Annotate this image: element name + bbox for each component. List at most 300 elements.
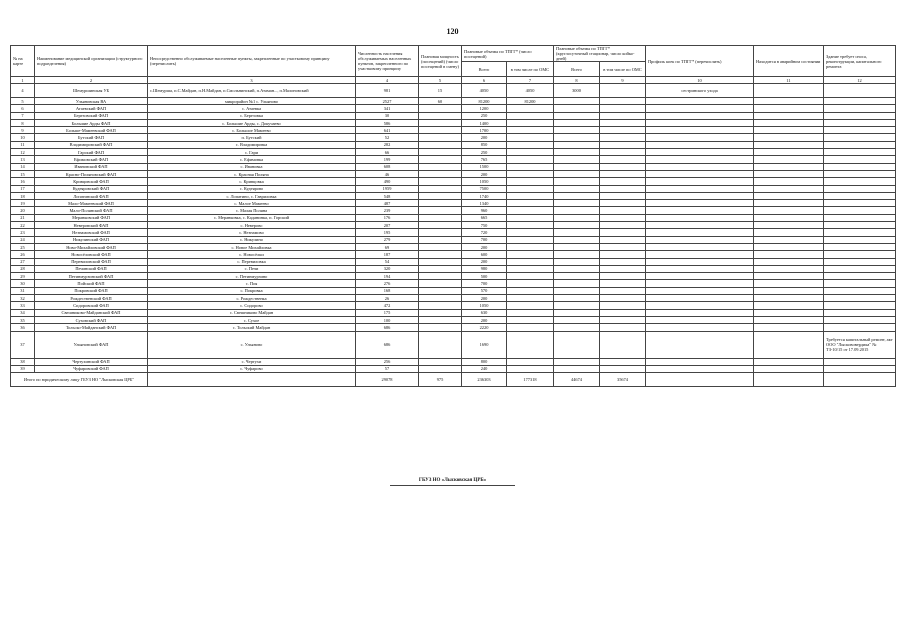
bed-profile (646, 119, 754, 126)
visits-oms: 4050 (507, 84, 554, 98)
planned-capacity (419, 273, 462, 280)
bed-days-total (554, 200, 600, 207)
table-row (11, 309, 896, 316)
population: 54 (356, 258, 419, 265)
planned-capacity (419, 295, 462, 302)
planned-capacity (419, 302, 462, 309)
header-col-2: Наименование медицинской организации (структурного подразделения) (35, 46, 148, 77)
row-number: 19 (11, 200, 35, 207)
bed-profile (646, 358, 754, 365)
row-number: 18 (11, 192, 35, 199)
row-number: 5 (11, 98, 35, 105)
bed-days-oms (600, 273, 646, 280)
header-col-9: в том числе по ОМС (600, 62, 646, 77)
visits-total: 700 (462, 280, 507, 287)
bed-days-oms (600, 265, 646, 272)
planned-capacity: 15 (419, 84, 462, 98)
facility-name: Ефимовский ФАП (35, 156, 148, 163)
repair-needs (824, 192, 896, 199)
bed-days-total (554, 105, 600, 112)
emergency-state (754, 149, 824, 156)
bed-days-total (554, 163, 600, 170)
visits-oms (507, 331, 554, 358)
visits-total: 980 (462, 265, 507, 272)
visits-total: 1500 (462, 163, 507, 170)
table-row (11, 127, 896, 134)
emergency-state (754, 156, 824, 163)
served-settlements: с. Большое Мамеево (148, 127, 356, 134)
population: 1959 (356, 185, 419, 192)
column-number: 2 (35, 77, 148, 84)
row-number: 27 (11, 258, 35, 265)
planned-capacity (419, 185, 462, 192)
emergency-state (754, 207, 824, 214)
planned-capacity (419, 127, 462, 134)
bed-days-total (554, 141, 600, 148)
row-number: 17 (11, 185, 35, 192)
served-settlements: с. Новосёлки (148, 251, 356, 258)
facility-name: Владимировский ФАП (35, 141, 148, 148)
visits-oms (507, 119, 554, 126)
repair-needs (824, 200, 896, 207)
row-number: 10 (11, 134, 35, 141)
bed-days-total: 3000 (554, 84, 600, 98)
bed-profile (646, 251, 754, 258)
bed-profile (646, 200, 754, 207)
bed-days-total (554, 170, 600, 177)
bed-days-total (554, 358, 600, 365)
bed-days-oms (600, 207, 646, 214)
bed-profile (646, 141, 754, 148)
facility-name: Неверовский ФАП (35, 222, 148, 229)
emergency-state (754, 222, 824, 229)
bed-days-oms (600, 170, 646, 177)
bed-days-oms (600, 316, 646, 323)
totals-empty (824, 373, 896, 387)
emergency-state (754, 309, 824, 316)
served-settlements: с. Чуфарово (148, 365, 356, 372)
column-number-row (11, 77, 896, 84)
emergency-state (754, 98, 824, 105)
totals-capacity: 975 (419, 373, 462, 387)
bed-days-total (554, 236, 600, 243)
bed-profile (646, 324, 754, 331)
facility-name: Кудеяровский ФАП (35, 185, 148, 192)
population: 686 (356, 331, 419, 358)
bed-profile (646, 163, 754, 170)
visits-oms (507, 316, 554, 323)
repair-needs (824, 236, 896, 243)
table-row (11, 98, 896, 105)
row-number: 16 (11, 178, 35, 185)
planned-capacity (419, 358, 462, 365)
visits-total: 200 (462, 258, 507, 265)
served-settlements: п. Бутский (148, 134, 356, 141)
visits-total: 1050 (462, 178, 507, 185)
served-settlements: с. Березовка (148, 112, 356, 119)
emergency-state (754, 236, 824, 243)
table-row (11, 243, 896, 250)
bed-days-oms (600, 163, 646, 170)
column-number: 11 (754, 77, 824, 84)
population: 69 (356, 243, 419, 250)
table-row (11, 280, 896, 287)
repair-needs (824, 163, 896, 170)
planned-capacity (419, 324, 462, 331)
visits-oms (507, 170, 554, 177)
totals-label: Итого по юридическому лицу ГБУЗ НО "Лысковская ЦРБ" (11, 373, 148, 387)
bed-days-total (554, 185, 600, 192)
planned-capacity (419, 170, 462, 177)
visits-total: 250 (462, 112, 507, 119)
repair-needs (824, 243, 896, 250)
population: 686 (356, 324, 419, 331)
served-settlements: с. Никулино (148, 236, 356, 243)
bed-days-oms (600, 236, 646, 243)
facility-name: Тольско-Майданский ФАП (35, 324, 148, 331)
visits-oms (507, 207, 554, 214)
bed-days-oms (600, 280, 646, 287)
visits-oms (507, 229, 554, 236)
planned-capacity (419, 149, 462, 156)
header-col-11: Находится в аварийном состоянии (754, 46, 824, 77)
table-row (11, 358, 896, 365)
table-row (11, 105, 896, 112)
table-row (11, 163, 896, 170)
served-settlements: микрорайон №1 с. Ульяново (148, 98, 356, 105)
totals-visits-oms: 177318 (507, 373, 554, 387)
footer-rule (390, 485, 515, 486)
repair-needs (824, 222, 896, 229)
served-settlements: с. Свешниково Майдан (148, 309, 356, 316)
bed-profile (646, 185, 754, 192)
planned-capacity (419, 178, 462, 185)
column-number: 5 (419, 77, 462, 84)
served-settlements: с. Кривцовка (148, 178, 356, 185)
visits-total: 1200 (462, 105, 507, 112)
table-row (11, 84, 896, 98)
emergency-state (754, 134, 824, 141)
repair-needs (824, 251, 896, 258)
table-row (11, 141, 896, 148)
row-number: 35 (11, 316, 35, 323)
visits-oms (507, 295, 554, 302)
facility-name: Печинский ФАП (35, 265, 148, 272)
emergency-state (754, 119, 824, 126)
row-number: 26 (11, 251, 35, 258)
visits-total: 1400 (462, 119, 507, 126)
planned-capacity (419, 236, 462, 243)
bed-profile (646, 258, 754, 265)
repair-needs (824, 365, 896, 372)
facility-name: Никулинский ФАП (35, 236, 148, 243)
facility-name: Мало-Полянский ФАП (35, 207, 148, 214)
bed-days-oms (600, 287, 646, 294)
bed-days-oms (600, 84, 646, 98)
visits-total: 720 (462, 229, 507, 236)
repair-needs (824, 156, 896, 163)
visits-oms (507, 302, 554, 309)
row-number: 23 (11, 229, 35, 236)
facility-name: Большие Арды ФАП (35, 119, 148, 126)
bed-days-total (554, 156, 600, 163)
bed-days-oms (600, 229, 646, 236)
visits-oms (507, 258, 554, 265)
planned-capacity: 60 (419, 98, 462, 105)
bed-days-oms (600, 358, 646, 365)
visits-oms (507, 236, 554, 243)
facility-name: Меранковский ФАП (35, 214, 148, 221)
bed-days-total (554, 119, 600, 126)
bed-days-oms (600, 105, 646, 112)
table-row (11, 302, 896, 309)
visits-oms (507, 192, 554, 199)
totals-empty (646, 373, 754, 387)
repair-needs (824, 214, 896, 221)
population: 199 (356, 156, 419, 163)
population: 52 (356, 134, 419, 141)
repair-needs (824, 112, 896, 119)
population: 187 (356, 251, 419, 258)
table-row (11, 324, 896, 331)
served-settlements: с. Рождественка (148, 295, 356, 302)
bed-profile (646, 156, 754, 163)
emergency-state (754, 324, 824, 331)
bed-days-oms (600, 243, 646, 250)
population: 100 (356, 316, 419, 323)
emergency-state (754, 170, 824, 177)
population: 30 (356, 112, 419, 119)
population: 46 (356, 170, 419, 177)
bed-days-total (554, 243, 600, 250)
visits-total: 850 (462, 141, 507, 148)
row-number: 13 (11, 156, 35, 163)
emergency-state (754, 316, 824, 323)
population: 207 (356, 222, 419, 229)
planned-capacity (419, 365, 462, 372)
bed-days-oms (600, 302, 646, 309)
visits-total: 765 (462, 156, 507, 163)
emergency-state (754, 192, 824, 199)
bed-days-oms (600, 295, 646, 302)
visits-total: 960 (462, 207, 507, 214)
facility-name: Ново-Михайловский ФАП (35, 243, 148, 250)
bed-days-oms (600, 309, 646, 316)
bed-days-total (554, 365, 600, 372)
page-number: 120 (446, 27, 459, 36)
table-row (11, 119, 896, 126)
bed-profile (646, 214, 754, 221)
row-number: 39 (11, 365, 35, 372)
repair-needs (824, 265, 896, 272)
totals-row (11, 373, 896, 387)
bed-days-oms (600, 324, 646, 331)
visits-total: 200 (462, 170, 507, 177)
header-col-10: Профиль коек по ТПГГ* (перечислить) (646, 46, 754, 77)
bed-days-oms (600, 156, 646, 163)
bed-profile (646, 295, 754, 302)
bed-days-total (554, 98, 600, 105)
column-number: 7 (507, 77, 554, 84)
table-row (11, 258, 896, 265)
table-header (11, 46, 896, 84)
planned-capacity (419, 331, 462, 358)
planned-capacity (419, 258, 462, 265)
bed-days-oms (600, 222, 646, 229)
bed-days-oms (600, 214, 646, 221)
visits-oms (507, 185, 554, 192)
row-number: 38 (11, 358, 35, 365)
served-settlements: с. Владимировка (148, 141, 356, 148)
served-settlements: с. Незнамово (148, 229, 356, 236)
planned-capacity (419, 251, 462, 258)
emergency-state (754, 214, 824, 221)
facilities-table-wrapper (10, 45, 895, 387)
table-row (11, 185, 896, 192)
repair-needs (824, 258, 896, 265)
planned-capacity (419, 105, 462, 112)
bed-days-oms (600, 192, 646, 199)
emergency-state (754, 141, 824, 148)
repair-needs (824, 324, 896, 331)
row-number: 7 (11, 112, 35, 119)
served-settlements: с. Новое Михайловка (148, 243, 356, 250)
emergency-state (754, 84, 824, 98)
totals-empty (148, 373, 356, 387)
table-row (11, 192, 896, 199)
bed-profile (646, 331, 754, 358)
row-number: 22 (11, 222, 35, 229)
repair-needs (824, 358, 896, 365)
facility-name: Новосёловский ФАП (35, 251, 148, 258)
planned-capacity (419, 280, 462, 287)
repair-needs (824, 280, 896, 287)
facility-name: Мало-Мамеевский ФАП (35, 200, 148, 207)
facility-name: Чуфаровский ФАП (35, 365, 148, 372)
table-row (11, 236, 896, 243)
bed-profile (646, 112, 754, 119)
planned-capacity (419, 200, 462, 207)
row-number: 24 (11, 236, 35, 243)
population: 608 (356, 163, 419, 170)
column-number: 6 (462, 77, 507, 84)
visits-oms: 81200 (507, 98, 554, 105)
planned-capacity (419, 134, 462, 141)
facility-name: Бутский ФАП (35, 134, 148, 141)
visits-oms (507, 280, 554, 287)
table-row (11, 316, 896, 323)
row-number: 37 (11, 331, 35, 358)
population: 195 (356, 229, 419, 236)
bed-profile (646, 243, 754, 250)
served-settlements: с. Ефимовка (148, 156, 356, 163)
row-number: 12 (11, 149, 35, 156)
served-settlements: с. Малая Поляна (148, 207, 356, 214)
row-number: 8 (11, 119, 35, 126)
bed-days-total (554, 280, 600, 287)
facility-name: Свешниково-Майданский ФАП (35, 309, 148, 316)
totals-empty (754, 373, 824, 387)
bed-profile (646, 316, 754, 323)
table-row (11, 222, 896, 229)
repair-needs (824, 178, 896, 185)
column-number: 1 (11, 77, 35, 84)
bed-days-total (554, 207, 600, 214)
bed-days-total (554, 287, 600, 294)
bed-days-oms (600, 331, 646, 358)
bed-days-total (554, 214, 600, 221)
bed-days-total (554, 302, 600, 309)
served-settlements: с. Печи (148, 265, 356, 272)
population: 341 (356, 105, 419, 112)
bed-days-total (554, 149, 600, 156)
visits-total: 600 (462, 251, 507, 258)
header-col-6-7: Плановые объемы по ТПГГ* (число посещений) (462, 46, 554, 62)
bed-days-total (554, 251, 600, 258)
totals-bed-days-total: 44674 (554, 373, 600, 387)
facility-name: Ульяновская ВА (35, 98, 148, 105)
population: 168 (356, 287, 419, 294)
bed-profile (646, 280, 754, 287)
table-row (11, 251, 896, 258)
repair-needs (824, 302, 896, 309)
row-number: 21 (11, 214, 35, 221)
column-number: 8 (554, 77, 600, 84)
bed-days-oms (600, 200, 646, 207)
visits-total: 500 (462, 273, 507, 280)
visits-total: 700 (462, 236, 507, 243)
repair-needs (824, 127, 896, 134)
planned-capacity (419, 287, 462, 294)
table-row (11, 178, 896, 185)
repair-needs (824, 316, 896, 323)
bed-profile (646, 127, 754, 134)
facility-name: Атаевский ФАП (35, 105, 148, 112)
emergency-state (754, 243, 824, 250)
column-number: 9 (600, 77, 646, 84)
visits-total: 200 (462, 134, 507, 141)
bed-profile (646, 170, 754, 177)
bed-profile (646, 192, 754, 199)
row-number: 20 (11, 207, 35, 214)
emergency-state (754, 229, 824, 236)
population: 279 (356, 236, 419, 243)
visits-total: 7500 (462, 185, 507, 192)
served-settlements: с. Кудеярово (148, 185, 356, 192)
bed-days-oms (600, 149, 646, 156)
visits-oms (507, 222, 554, 229)
visits-total: 800 (462, 358, 507, 365)
emergency-state (754, 185, 824, 192)
population: 57 (356, 365, 419, 372)
bed-days-total (554, 127, 600, 134)
facility-name: Ивановский ФАП (35, 163, 148, 170)
bed-days-total (554, 273, 600, 280)
table-row (11, 287, 896, 294)
visits-total: 200 (462, 295, 507, 302)
planned-capacity (419, 229, 462, 236)
table-row (11, 200, 896, 207)
totals-visits-total: 236303 (462, 373, 507, 387)
visits-total: 630 (462, 309, 507, 316)
row-number: 31 (11, 287, 35, 294)
bed-profile (646, 229, 754, 236)
visits-total: 570 (462, 287, 507, 294)
facility-name: Суховский ФАП (35, 316, 148, 323)
bed-days-total (554, 331, 600, 358)
emergency-state (754, 265, 824, 272)
repair-needs (824, 309, 896, 316)
